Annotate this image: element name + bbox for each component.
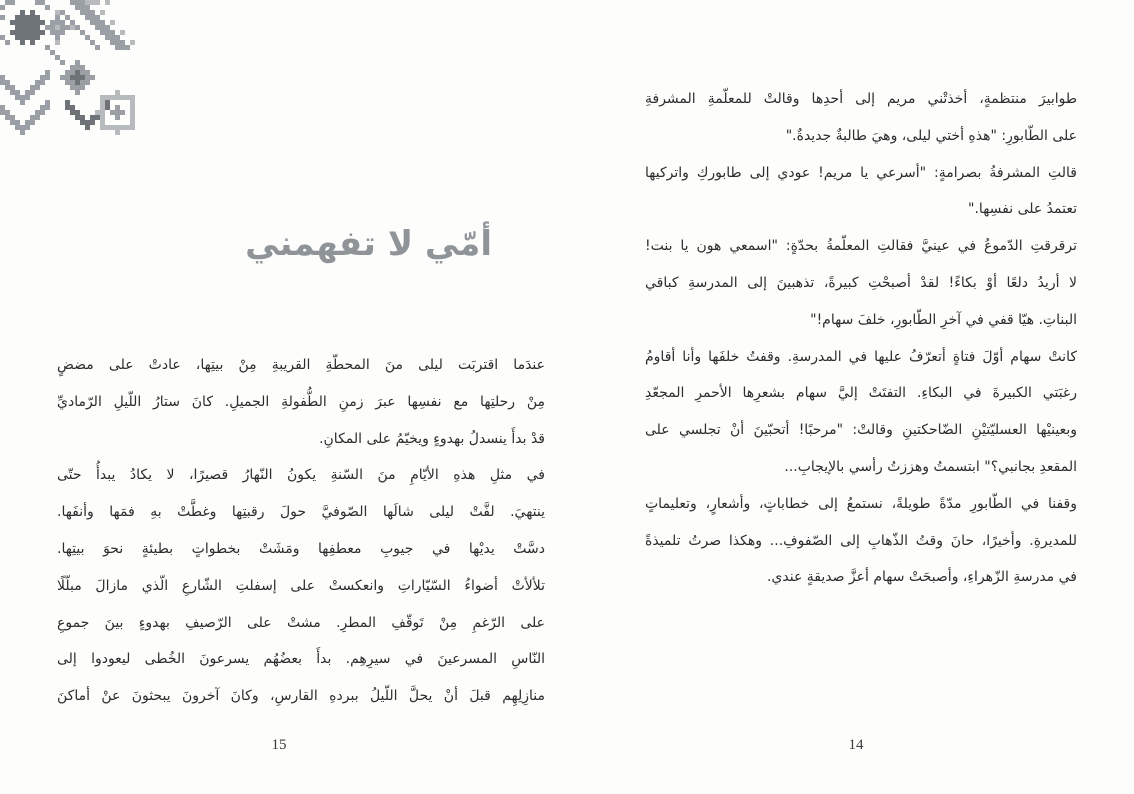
text-line: مِنْ رحلتِها مع نفسِها عبرَ زمنِ الطُّفولةِ الجميلِ. كانَ ستارُ اللّيلِ الرّماديِّ (57, 393, 545, 410)
text-line: على الرّغمِ مِنْ تَوقّفِ المطرِ. مشتْ على الرّصيفِ بهدوءٍ بينَ جموعِ (57, 614, 545, 631)
tatreez-ornament-icon (0, 0, 140, 140)
text-line: دسَّتْ يديْها في جيوبِ معطفِها ومَشَتْ بخطواتٍ بطيئةٍ نحوَ بيتِها. (57, 540, 545, 557)
text-line: لا أريدُ دلعًا أوْ بكاءً! لقدْ أصبحْتِ كبيرةً، تذهبينَ إلى المدرسةِ كباقي (645, 274, 1077, 291)
text-line: منازِلِهِم قبلَ أنْ يحلَّ اللّيلُ ببردهِ القارسِ، وكانَ آخرونَ يبحثونَ عنْ أماكنَ (57, 688, 545, 705)
right-page-number: 14 (848, 737, 864, 753)
text-line: تعتمدُ على نفسِها." (968, 201, 1077, 218)
text-line: النّاسِ المسرعينَ في سيرِهِم. بدأَ بعضُهُم يسرعونَ الخُطى ليعودوا إلى (57, 651, 545, 668)
text-line: ترقرقتِ الدّموعُ في عينيَّ فقالتِ المعلّمةُ بحدّةٍ: "اسمعي هون يا بنت! (645, 238, 1077, 255)
text-line: طوابيرَ منتظمةٍ، أخذتْني مريم إلى أحدِها وقالتْ للمعلّمةِ المشرفةِ (645, 91, 1077, 107)
text-line: وبعينيْها العسليّتيْنِ الضّاحكتينِ وقالتْ: "مرحبًا! أتحبّينَ أنْ تجلسي على (645, 422, 1077, 439)
left-page-number: 15 (271, 737, 287, 753)
text-line: عندَما اقتربَت ليلى منَ المحطّةِ القريبةِ مِنْ بيتِها، عادتْ على مضضٍ (57, 357, 545, 373)
text-line: كانتْ سهام أوّلَ فتاةٍ أتعرّفُ عليها في المدرسةِ. وقفتُ خلفَها وأنا أقاومُ (645, 348, 1077, 365)
left-page-text (57, 347, 545, 715)
text-line: البناتِ. هيّا قفي في آخرِ الطّابورِ، خلفَ سهام!" (810, 311, 1077, 328)
text-line: على الطّابورِ: "هذهِ أختي ليلى، وهيَ طالبةٌ جديدةٌ." (785, 127, 1077, 144)
text-line: في مدرسةِ الزّهراءِ، وأصبحَتْ سهام أعزَّ صديقةٍ عندي. (766, 569, 1077, 586)
text-line: تلألأتْ أضواءُ السّيّاراتِ وانعكستْ على إسفلتِ الشّارعِ الّذي مازالَ مبلّلًا (57, 577, 545, 594)
chapter-title: أمّي لا تفهمني (245, 224, 492, 264)
right-page-text (645, 81, 1077, 596)
text-line: للمديرةِ. وأخيرًا، حانَ وقتُ الذّهابِ إلى الصّفوفِ... وهكذا صرتُ تلميذةً (645, 532, 1077, 549)
text-line: وقفنا في الطّابورِ مدّةً طويلةً، نستمعُ إلى خطاباتٍ، وأشعارٍ، وتعليماتٍ (645, 495, 1077, 512)
text-line: المقعدِ بجانبي؟" ابتسمتُ وهززتُ رأسي بالإيجابِ... (784, 458, 1077, 475)
text-line: قدْ بدأَ ينسدلُ بهدوءٍ ويخيّمُ على المكانِ. (319, 430, 545, 447)
text-line: في مثلِ هذهِ الأيّامِ منَ السّنةِ يكونُ النّهارُ قصيرًا، لا يكادُ يبدأُ حتّى (57, 467, 545, 484)
text-line: رغبَتي الكبيرةَ في البكاءِ. التفتَتْ إليَّ سهام بشعرِها الأحمرِ المجعّدِ (645, 385, 1077, 402)
text-line: ينتهيَ. لفَّتْ ليلى شالَها الصّوفيَّ حولَ رقبتِها وغطَّتْ بهِ فمَها وأنفَها. (57, 504, 545, 521)
text-line: قالتِ المشرفةُ بصرامةٍ: "أسرعي يا مريم! عودي إلى طابوركِ واتركيها (645, 164, 1077, 181)
